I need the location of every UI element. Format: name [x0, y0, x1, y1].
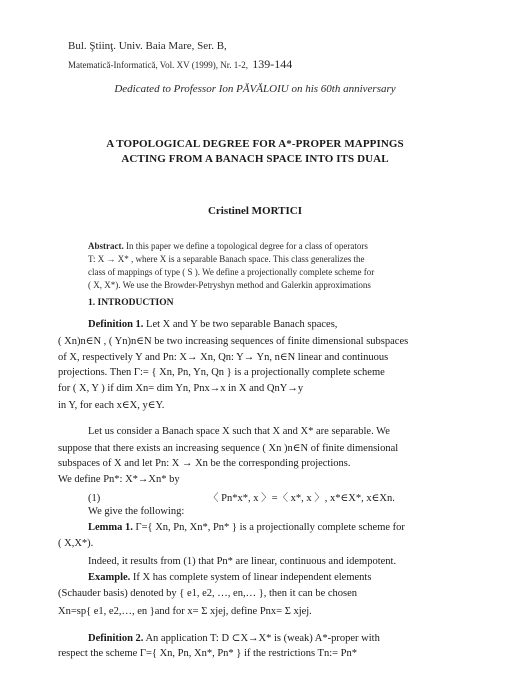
equation-1 [88, 490, 395, 505]
example-line-2: (Schauder basis) denoted by { e1, e2, …, en,… }, then it can be chosen [58, 588, 358, 599]
definition-2-label: Definition 2. [88, 633, 144, 644]
paragraph-line-5: We give the following: [88, 506, 185, 517]
abstract-line-4: ( X, X*). We use the Browder-Petryshyn method and Galerkin approximations [88, 280, 371, 290]
definition-1-label: Definition 1. [88, 319, 144, 330]
definition-1-line-2: ( Xn)n∈N , ( Yn)n∈N be two increasing sequences of finite dimensional subspaces [58, 336, 409, 347]
abstract-line-2: T: X → X* , where X is a separable Banach space. This class generalizes the [88, 254, 365, 264]
paper-title-line-2: ACTING FROM A BANACH SPACE INTO ITS DUAL [121, 153, 389, 165]
equation-body: 〈 Pn*x*, x 〉=〈 x*, x 〉, x*∈X*, x∈Xn. [208, 493, 395, 504]
definition-2-text: An application T: D ⊂X→X* is (weak) A*-proper with [143, 633, 380, 644]
series-line [68, 57, 292, 72]
abstract-label: Abstract. [88, 241, 124, 251]
abstract-text: In this paper we define a topological degree for a class of operators [123, 241, 368, 251]
example-label: Example. [88, 572, 131, 583]
author: Cristinel MORTICI [207, 205, 303, 217]
paragraph-line-2: suppose that there exists an increasing sequence ( Xn )n∈N of finite dimensional [58, 443, 399, 454]
definition-1-line-1 [88, 319, 337, 330]
definition-1-line-6: in Y, for each x∈X, y∈Y. [58, 400, 165, 411]
dedication: Dedicated to Professor Ion PĂVĂLOIU on his 60th anniversary [114, 83, 396, 95]
lemma-1-label: Lemma 1. [88, 522, 133, 533]
example-text: If X has complete system of linear independent elements [130, 572, 372, 583]
definition-2-line-2: respect the scheme Γ={ Xn, Pn, Xn*, Pn* } if the restrictions Tn:= Pn* [58, 648, 358, 659]
lemma-1-line-1 [88, 522, 405, 533]
page-range: 139-144 [252, 57, 293, 71]
example-line-3: Xn=sp{ e1, e2,…, en }and for x= Σ xjej, define Pnx= Σ xjej. [58, 606, 312, 617]
lemma-1-text: Γ={ Xn, Pn, Xn*, Pn* } is a projectionally complete scheme for [132, 522, 405, 533]
paper-title-line-1: A TOPOLOGICAL DEGREE FOR A*-PROPER MAPPINGS [106, 138, 404, 150]
journal-line: Bul. Ştiinţ. Univ. Baia Mare, Ser. B, [68, 40, 227, 52]
definition-1-line-3: of X, respectively Y and Pn: X→ Xn, Qn: Y→ Yn, n∈N linear and continuous [58, 352, 389, 363]
definition-1-line-4: projections. Then Γ:= { Xn, Pn, Yn, Qn } is a projectionally complete scheme [58, 367, 385, 378]
paragraph-line-4: We define Pn*: X*→Xn* by [58, 474, 180, 485]
abstract-line-3: class of mappings of type ( S ). We define a projectionally complete scheme for [88, 267, 375, 277]
definition-1-line-5: for ( X, Y ) if dim Xn= dim Yn, Pnx→x in X and QnY→y [58, 383, 304, 394]
series-text: Matematică-Informatică, Vol. XV (1999), Nr. 1-2, [68, 60, 248, 70]
paragraph-line-3: subspaces of X and let Pn: X → Xn be the corresponding projections. [58, 458, 351, 469]
definition-2-line-1 [88, 632, 380, 644]
lemma-1-line-2: ( X,X*). [58, 538, 94, 549]
equation-number: (1) [88, 493, 101, 504]
abstract-line-1 [88, 241, 368, 251]
paragraph-line-1: Let us consider a Banach space X such that X and X* are separable. We [88, 426, 390, 437]
example-line-1 [88, 572, 371, 583]
section-heading: 1. INTRODUCTION [88, 298, 174, 308]
lemma-1-line-3: Indeed, it results from (1) that Pn* are linear, continuous and idempotent. [88, 556, 397, 567]
definition-1-text: Let X and Y be two separable Banach spaces, [143, 319, 338, 330]
